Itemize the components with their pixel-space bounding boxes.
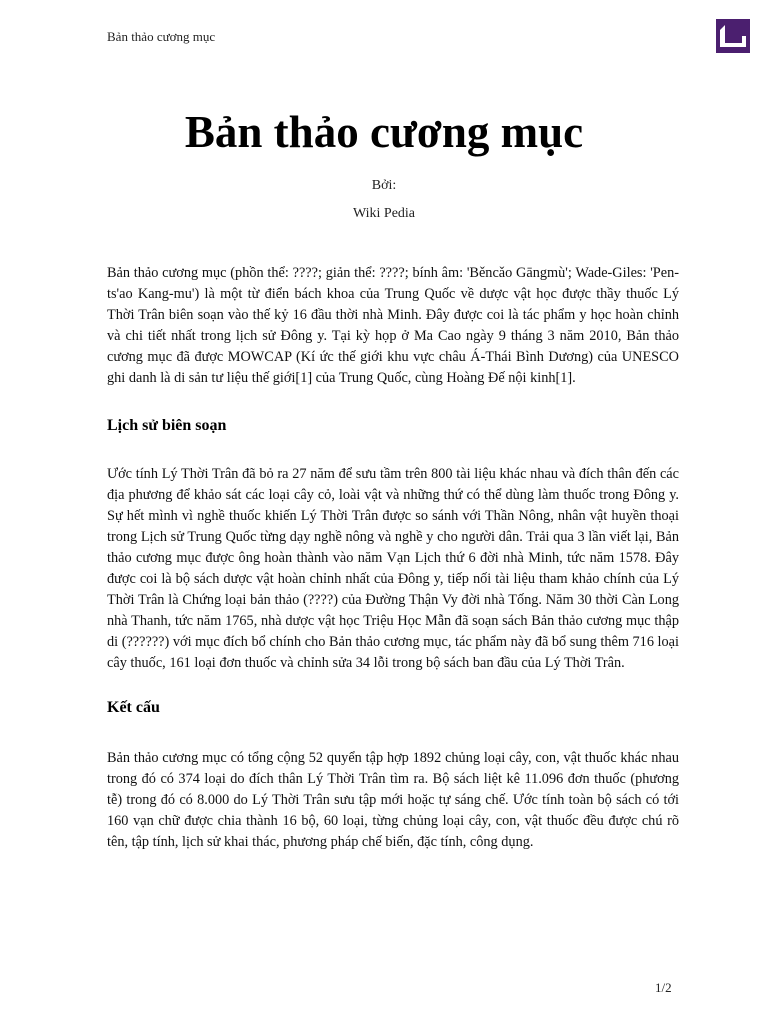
section-heading-structure: Kết cấu bbox=[107, 699, 160, 716]
running-header-title: Bản thảo cương mục bbox=[107, 29, 216, 44]
document-title: Bản thảo cương mục bbox=[184, 107, 584, 157]
document-body bbox=[107, 263, 679, 853]
section-heading-history: Lịch sử biên soạn bbox=[107, 417, 227, 434]
section-paragraph-history: Ước tính Lý Thời Trân đã bỏ ra 27 năm để sưu tầm trên 800 tài liệu khác nhau và đích thân đến các địa phương để khảo sát các loại cây cỏ, loài vật và những thứ có thể dùng làm thuốc trong Đông y. Sự hết mình vì nghề thuốc khiến Lý Thời Trân được so sánh với Thần Nông, nhân vật huyền thoại trong Lịch sử Trung Quốc từng dạy nghề nông và nghề y cho người dân. Trải qua 3 lần viết lại, Bản thảo cương mục được ông hoàn thành vào năm Vạn Lịch thứ 6 đời nhà Minh, tức năm 1578. Đây được coi là bộ sách dược vật hoàn chỉnh nhất của Đông y, tiếp nối tài liệu tham khảo chính của Lý Thời Trân là Chứng loại bản thảo (????) của Đường Thận Vy đời nhà Tống. Năm 30 thời Càn Long nhà Thanh, tức năm 1765, nhà dược vật học Triệu Học Mẫn đã soạn sách Bản thảo cương mục thập di (??????) với mục đích bổ chính cho Bản thảo cương mục, tác phẩm này đã bổ sung thêm 716 loại cây thuốc, 161 loại đơn thuốc và chỉnh sửa 34 lỗi trong bộ sách ban đầu của Lý Thời Trân. bbox=[107, 466, 679, 671]
author-name: Wiki Pedia bbox=[352, 206, 416, 221]
page-number: 1/2 bbox=[655, 980, 672, 995]
intro-paragraph: Bản thảo cương mục (phồn thể: ????; giản thể: ????; bính âm: 'Běncǎo Gāngmù'; Wade-Giles: 'Pen-ts'ao Kang-mu') là một từ điển bách khoa của Trung Quốc về dược vật học được thầy thuốc Lý Thời Trân biên soạn vào thế kỷ 16 đầu thời nhà Minh. Đây được coi là tác phẩm y học hoàn chỉnh và chi tiết nhất trong lịch sử Đông y. Tại kỳ họp ở Ma Cao ngày 9 tháng 3 năm 2010, Bản thảo cương mục đã được MOWCAP (Kí ức thế giới khu vực châu Á-Thái Bình Dương) của UNESCO ghi danh là di sản tư liệu thế giới[1] của Trung Quốc, cùng Hoàng Đế nội kinh[1]. bbox=[107, 265, 679, 386]
section-paragraph-structure: Bản thảo cương mục có tổng cộng 52 quyển tập hợp 1892 chủng loại cây, con, vật thuốc khác nhau trong đó có 374 loại do đích thân Lý Thời Trân tìm ra. Bộ sách liệt kê 11.096 đơn thuốc (phương tễ) trong đó có 8.000 do Lý Thời Trân sưu tập mới hoặc tự sáng chế. Ước tính toàn bộ sách có tới 160 vạn chữ được chia thành 16 bộ, 60 loại, từng chủng loại cây, con, vật thuốc đều được chú rõ tên, tập tính, lịch sử khai thác, phương pháp chế biến, đặc tính, công dụng. bbox=[107, 750, 679, 850]
byline-label: Bởi: bbox=[371, 178, 397, 193]
scribd-logo-icon[interactable] bbox=[716, 19, 750, 53]
